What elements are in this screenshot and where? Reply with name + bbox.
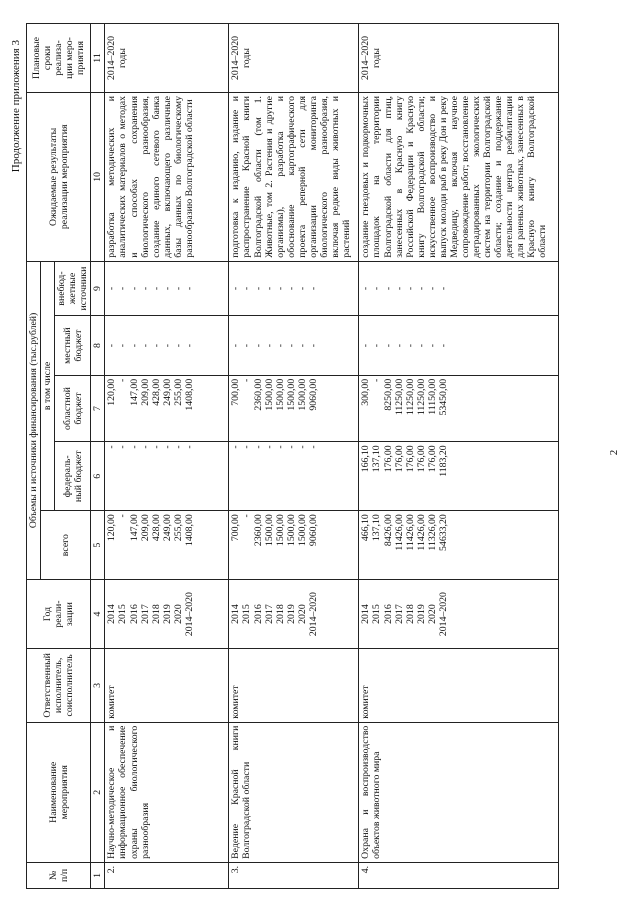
row-regional: 700,00 - 2360,00 1500,00 1500,00 1500,00 1500,00 9060,00 [229, 375, 359, 442]
col-number: 1 [91, 862, 105, 888]
row-regional: 120,00 - 147,00 209,00 428,00 249,00 255,00 1408,00 [105, 375, 229, 442]
row-responsible: комитет [359, 649, 559, 723]
row-years: 2014 2015 2016 2017 2018 2019 2020 2014–2020 [359, 580, 559, 649]
row-num: 4. [359, 862, 559, 888]
header-local: местный бюджет [55, 316, 91, 375]
row-federal: - - - - - - - - [105, 442, 229, 511]
row-deadlines: 2014–2020 годы [105, 24, 229, 93]
col-number: 11 [91, 24, 105, 93]
row-extra: - - - - - - - - [229, 261, 359, 316]
row-name: Охрана и воспроизводство объектов животного мира [359, 722, 559, 862]
col-number: 9 [91, 261, 105, 316]
header-num: № п/п [27, 862, 91, 888]
row-local: - - - - - - - - [105, 316, 229, 375]
row-responsible: комитет [105, 649, 229, 723]
row-total: 120,00 - 147,00 209,00 428,00 249,00 255,00 1408,00 [105, 511, 229, 580]
col-number: 3 [91, 649, 105, 723]
col-number: 7 [91, 375, 105, 442]
header-extra: внебюд- жетные источники [55, 261, 91, 316]
row-extra: - - - - - - - - [105, 261, 229, 316]
header-year: Год реали- зации [27, 580, 91, 649]
row-num: 3. [229, 862, 359, 888]
header-deadlines: Плановые сроки реализа- ции меро- приятия [27, 24, 91, 93]
row-federal: 166,10 137,10 176,00 176,00 176,00 176,00 176,00 1183,20 [359, 442, 559, 511]
page-number: 2 [608, 449, 620, 456]
column-numbers-row [91, 24, 105, 889]
col-number: 10 [91, 92, 105, 261]
appendix-label: Продолжение приложения 3 [10, 40, 22, 173]
row-expected: подготовка к изданию, издание и распространение Красной книги Волгоградской области (том 1. Животные, том 2. Растения и другие организмы), разработка и обоснование картографического проекта реперной сети для организации мониторинга биологического разнообразия, включая редкие виды животных и растений [229, 92, 359, 261]
row-name: Научно-методическое и информационное обеспечение охраны биологического разнообразия [105, 722, 229, 862]
row-responsible: комитет [229, 649, 359, 723]
row-extra: - - - - - - - - [359, 261, 559, 316]
row-federal: - - - - - - - - [229, 442, 359, 511]
row-total: 466,10 137,10 8426,00 11426,00 11426,00 11426,00 11326,00 54633,20 [359, 511, 559, 580]
row-regional: 300,00 - 8250,00 11250,00 11250,00 11250,00 11150,00 53450,00 [359, 375, 559, 442]
row-name: Ведение Красной книги Волгоградской области [229, 722, 359, 862]
header-federal: федераль- ный бюджет [55, 442, 91, 511]
row-local: - - - - - - - - [229, 316, 359, 375]
table-row [359, 24, 559, 889]
header-funding: Объемы и источники финансирования (тыс.рублей) [27, 261, 41, 579]
table-row [105, 24, 229, 889]
col-number: 5 [91, 511, 105, 580]
row-deadlines: 2014–2020 годы [229, 24, 359, 93]
col-number: 6 [91, 442, 105, 511]
row-total: 700,00 - 2360,00 1500,00 1500,00 1500,00 1500,00 9060,00 [229, 511, 359, 580]
row-years: 2014 2015 2016 2017 2018 2019 2020 2014–2020 [105, 580, 229, 649]
col-number: 2 [91, 722, 105, 862]
row-years: 2014 2015 2016 2017 2018 2019 2020 2014–2020 [229, 580, 359, 649]
row-local: - - - - - - - - [359, 316, 559, 375]
row-deadlines: 2014–2020 годы [359, 24, 559, 93]
header-responsible: Ответственный исполнитель, соисполнитель [27, 649, 91, 723]
row-num: 2. [105, 862, 229, 888]
row-expected: разработка методических и аналитических материалов о методах и способах сохранения биологического разнообразия, создание единого сетевого банка данных, включающего различные базы данных по биологическому разнообразию Волгоградской области [105, 92, 229, 261]
table-row [229, 24, 359, 889]
header-total: всего [41, 511, 91, 580]
header-name: Наименование мероприятия [27, 722, 91, 862]
col-number: 8 [91, 316, 105, 375]
row-expected: создание гнездовых и подкормочных площадок на территории Волгоградской области для птиц, занесенных в Красную книгу Российской Федерации и Красную книгу Волгоградской области; искусственное воспроизводство и выпуск молоди рыб в реку Дон и реку Медведицу, включая научное сопровождение работ; восстановление деградированных экологических систем на территории Волгоградской области; создание и поддержание деятельности центра реабилитации для раненых животных, занесенных в Красную книгу Волгоградской области [359, 92, 559, 261]
header-expected: Ожидаемые результаты реализации мероприятия [27, 92, 91, 261]
header-incl: в том числе [41, 261, 55, 511]
program-table [26, 23, 559, 889]
header-regional: областной бюджет [55, 375, 91, 442]
col-number: 4 [91, 580, 105, 649]
